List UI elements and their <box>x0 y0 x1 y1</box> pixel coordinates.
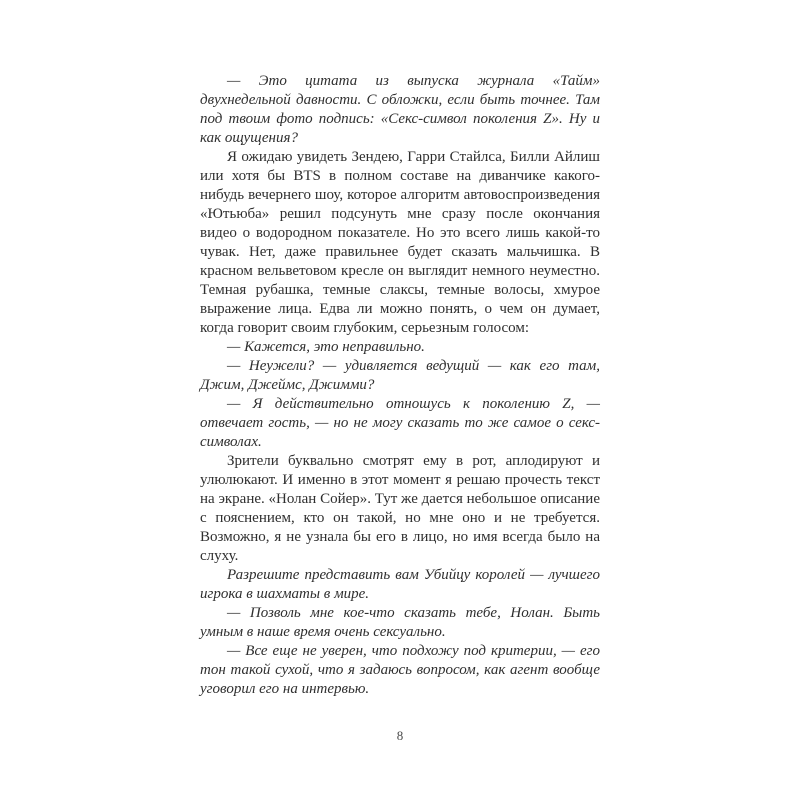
page-number: 8 <box>396 728 404 743</box>
paragraph-dialogue: — Я действительно отношусь к поколению Z, — отвечает гость, — но не могу сказать то же самое о секс-символах. <box>200 396 600 450</box>
paragraph-quote: Разрешите представить вам Убийцу королей — лучшего игрока в шахматы в мире. <box>200 567 600 602</box>
text-block <box>200 72 600 699</box>
paragraph-dialogue: — Это цитата из выпуска журнала «Тайм» двухнедельной давности. С обложки, если быть точнее. Там под твоим фото подпись: «Секс-символ поколения Z». Ну и как ощущения? <box>200 73 600 146</box>
paragraph-narration: Зрители буквально смотрят ему в рот, аплодируют и улюлюкают. И именно в этот момент я решаю прочесть текст на экране. «Нолан Сойер». Тут же дается небольшое описание с пояснением, кто он такой, но мне оно и не требуется. Возможно, я не узнала бы его в лицо, но имя всегда было на слуху. <box>200 453 600 564</box>
paragraph-narration: Я ожидаю увидеть Зендею, Гарри Стайлса, Билли Айлиш или хотя бы BTS в полном составе на диванчике какого-нибудь вечернего шоу, которое алгоритм автовоспроизведения «Ютьюба» решил подсунуть мне сразу после окончания видео о водородном показателе. Но это всего лишь какой-то чувак. Нет, даже правильнее будет сказать мальчишка. В красном вельветовом кресле он выглядит немного неуместно. Темная рубашка, темные слаксы, темные волосы, хмурое выражение лица. Едва ли можно понять, о чем он думает, когда говорит своим глубоким, серьезным голосом: <box>200 149 600 336</box>
paragraph-dialogue: — Все еще не уверен, что подхожу под критерии, — его тон такой сухой, что я задаюсь вопросом, как агент вообще уговорил его на интервью. <box>200 643 600 697</box>
paragraph-dialogue: — Неужели? — удивляется ведущий — как его там, Джим, Джеймс, Джимми? <box>200 358 600 393</box>
paragraph-dialogue: — Позволь мне кое-что сказать тебе, Нолан. Быть умным в наше время очень сексуально. <box>200 605 600 640</box>
paragraph-dialogue: — Кажется, это неправильно. <box>227 339 425 355</box>
